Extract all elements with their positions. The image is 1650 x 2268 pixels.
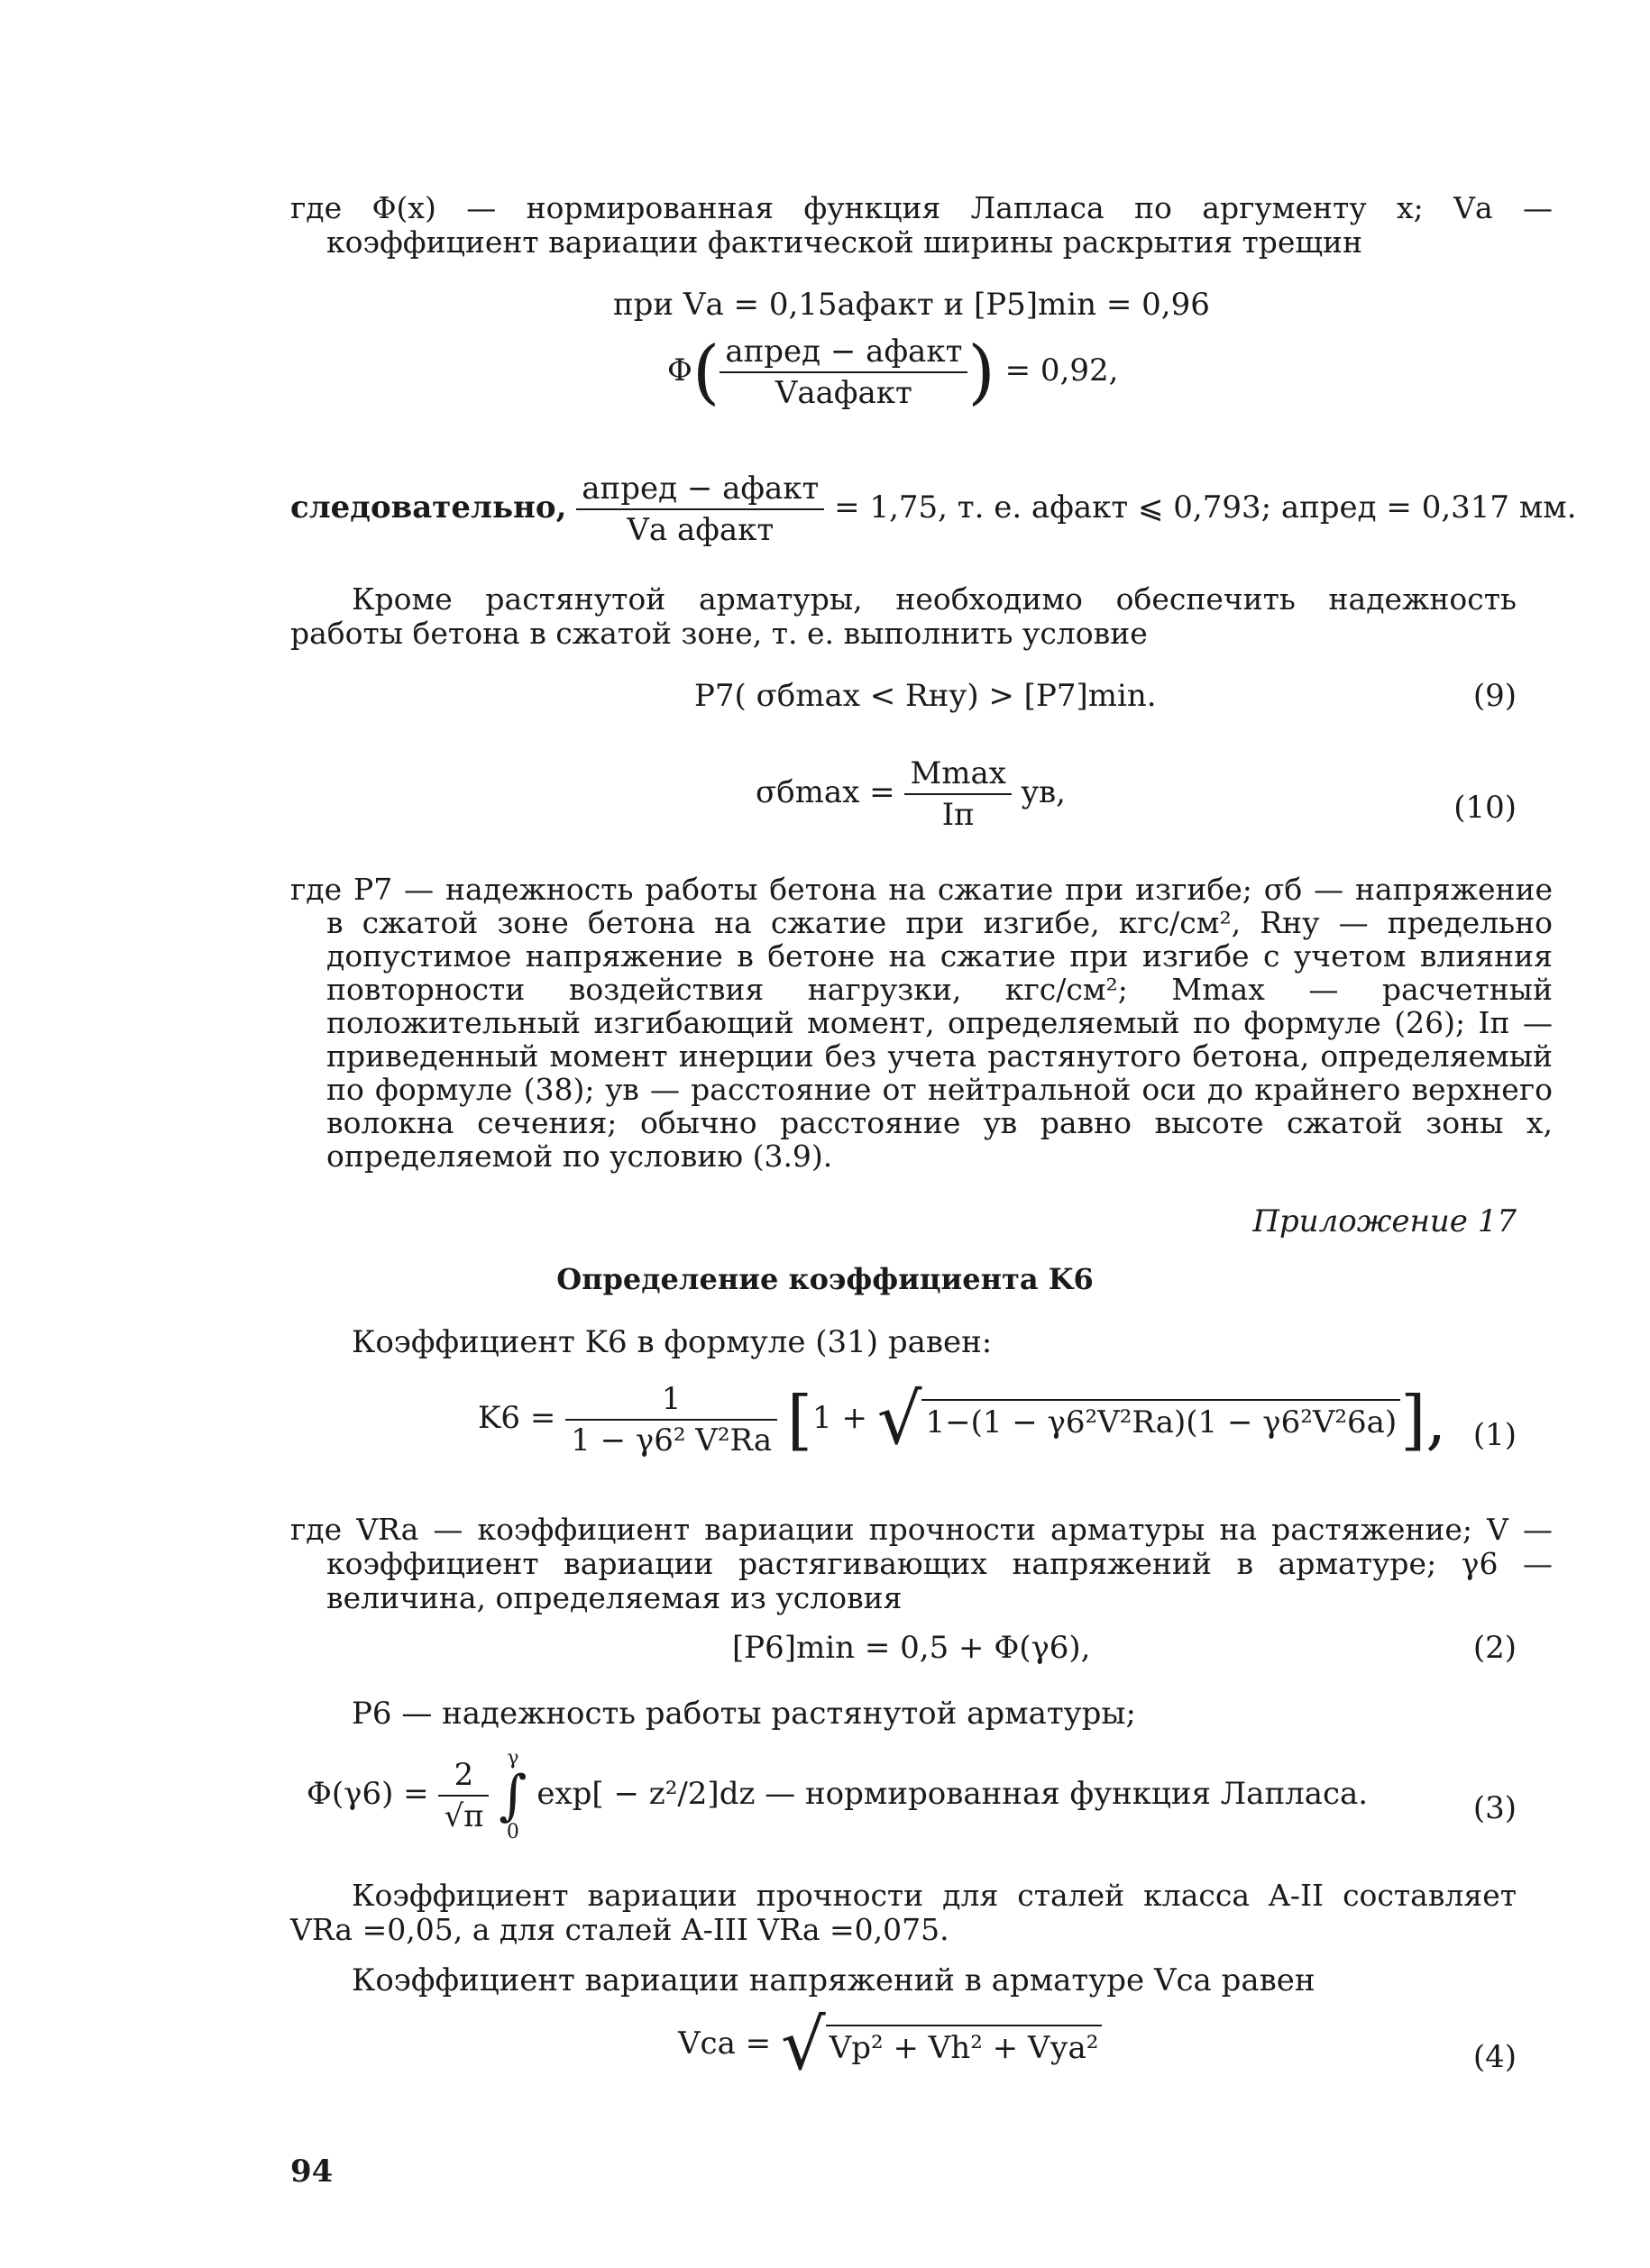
eq1-denominator: 1 − γ6² V²Ra <box>571 1422 773 1459</box>
equation-2: [P6]min = 0,5 + Φ(γ6), <box>732 1630 1091 1666</box>
eq10-numerator: Mmax <box>904 754 1012 795</box>
eq1-radicand: 1−(1 − γ6²V²Ra)(1 − γ6²V²6a) <box>921 1399 1400 1440</box>
equation-consequently <box>290 469 1577 550</box>
sled-denominator: Vа aфакт <box>627 512 775 548</box>
integral-upper: γ <box>507 1747 519 1770</box>
integral-lower: 0 <box>506 1821 519 1843</box>
eq1-numerator: 1 <box>565 1379 777 1421</box>
eq3-numerator: 2 <box>438 1755 489 1797</box>
eq1-left-bracket: [ <box>786 1382 813 1458</box>
equation-4 <box>678 2005 1102 2086</box>
sqrt-icon: √ <box>780 2005 826 2086</box>
paragraph-where-vra: где VRa — коэффициент вариации прочности арматуры на растяжение; V — коэффициент вариации растягивающих напряжений в арматуре; γ6 — величина, определяемая из условия <box>290 1512 1553 1615</box>
paragraph-laplace-def: где Φ(x) — нормированная функция Лапласа по аргументу x; Vа — коэффициент вариации фактической ширины раскрытия трещин <box>290 190 1553 260</box>
paragraph-steel-classes: Коэффициент вариации прочности для сталей класса A-II составляет VRa =0,05, а для сталей A-III VRa =0,075. <box>290 1878 1517 1947</box>
equation-10-number: (10) <box>1453 790 1517 826</box>
paragraph-compressed-zone: Кроме растянутой арматуры, необходимо обеспечить надежность работы бетона в сжатой зоне, т. е. выполнить условие <box>290 581 1517 651</box>
eq10-lhs: σбmax = <box>756 774 895 810</box>
appendix-title: Определение коэффициента K6 <box>556 1262 1094 1296</box>
sled-rhs: = 1,75, т. е. aфакт ⩽ 0,793; aпред = 0,317 мм. <box>834 489 1577 526</box>
sqrt-icon: √ <box>876 1379 922 1460</box>
equation-2-number: (2) <box>1472 1630 1517 1666</box>
equation-9: P7( σбmax < Rну) > [P7]min. <box>694 678 1157 714</box>
paragraph-stress-variation: Коэффициент вариации напряжений в арматуре Vса равен <box>352 1962 1315 1998</box>
equation-3 <box>307 1749 1368 1843</box>
phi-symbol: Φ <box>667 352 692 389</box>
phi-denominator: Vаaфакт <box>775 375 912 411</box>
eq4-radicand: Vp² + Vh² + Vуа² <box>826 2025 1103 2066</box>
equation-phi: Φ( $\frac{\text{aпред − aфакт}}{\text{Vаaфакт}}$ ) = 0,92, <box>667 332 1119 413</box>
equation-9-number: (9) <box>1472 678 1517 714</box>
equation-4-number: (4) <box>1472 2039 1517 2075</box>
page-number: 94 <box>290 2154 334 2190</box>
paragraph-where-p7: где P7 — надежность работы бетона на сжатие при изгибе; σб — напряжение в сжатой зоне бетона на сжатие при изгибе, кгс/см², Rну — предельно допустимое напряжение в бетоне на сжатие при изгибе с учетом влияния повторности воздействия нагрузки, кгс/см²; Mmax — расчетный положительный изгибающий момент, определяемый по формуле (26); Iп — приведенный момент инерции без учета растянутого бетона, определяемый по формуле (38); yв — расстояние от нейтральной оси до крайнего верхнего волокна сечения; обычно расстояние yв равно высоте сжатой зоны x, определяемой по условию (3.9). <box>290 872 1553 1174</box>
phi-numerator: aпред − aфакт <box>720 332 967 373</box>
paragraph-p6: P6 — надежность работы растянутой арматуры; <box>352 1696 1136 1732</box>
equation-3-number: (3) <box>1472 1790 1517 1826</box>
eq3-lhs: Φ(γ6) = <box>307 1776 429 1812</box>
eq4-lhs: Vса = <box>678 2026 772 2062</box>
sled-numerator: aпред − aфакт <box>576 469 824 510</box>
eq3-body: exp[ − z²/2]dz — нормированная функция Лапласа. <box>536 1776 1369 1812</box>
eq3-denominator: √π <box>444 1798 484 1834</box>
equation-1-number: (1) <box>1472 1417 1517 1453</box>
appendix-label: Приложение 17 <box>1252 1203 1517 1239</box>
equation-10 <box>756 754 1066 835</box>
consequently-label: следовательно, <box>290 489 567 526</box>
integral-icon: ∫ <box>499 1764 527 1827</box>
paragraph-k6-intro: Коэффициент K6 в формуле (31) равен: <box>352 1324 993 1360</box>
eq10-denominator: Iп <box>941 797 975 833</box>
eq1-lhs: K6 = <box>478 1400 556 1436</box>
eq1-right-bracket: ], <box>1400 1382 1447 1458</box>
phi-rhs: = 0,92, <box>1004 352 1119 389</box>
equation-pri: при Vа = 0,15aфакт и [P5]min = 0,96 <box>613 287 1210 323</box>
equation-1 <box>478 1379 1446 1460</box>
eq10-rhs: yв, <box>1021 774 1066 810</box>
eq1-one-plus: 1 + <box>812 1400 867 1436</box>
